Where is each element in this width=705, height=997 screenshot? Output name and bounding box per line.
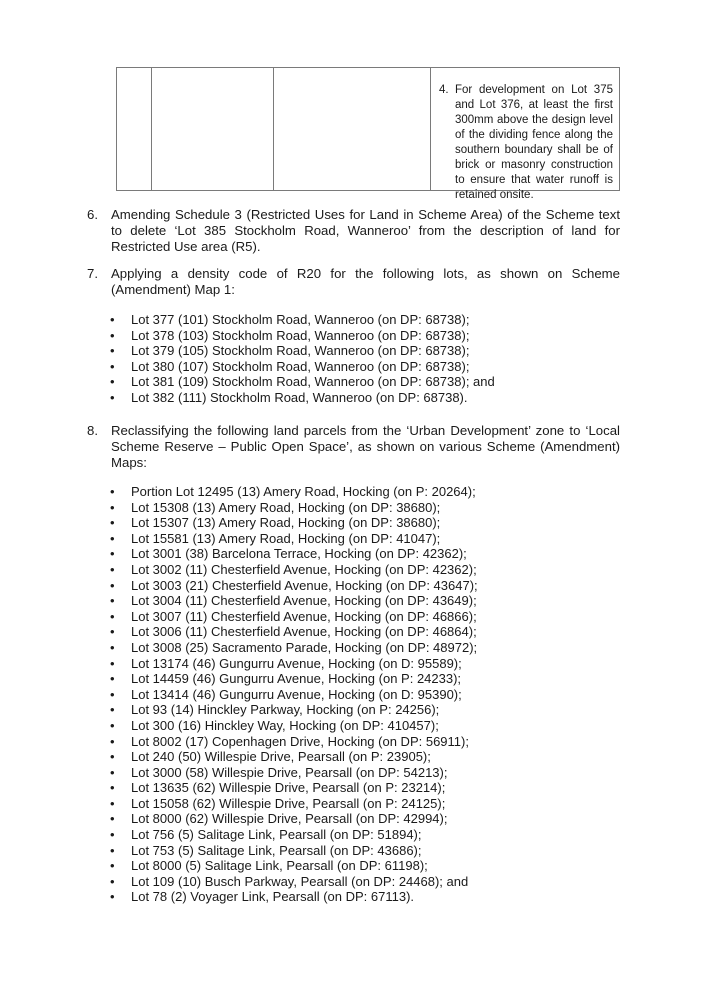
list-item: • Lot 382 (111) Stockholm Road, Wanneroo (on DP: 68738). [110,390,495,406]
list-item: • Lot 3001 (38) Barcelona Terrace, Hocking (on DP: 42362); [110,546,478,562]
table-list-item [431,68,619,203]
list-item: • Lot 3002 (11) Chesterfield Avenue, Hocking (on DP: 42362); [110,562,478,578]
list-item: • Lot 13414 (46) Gungurru Avenue, Hocking (on D: 95390); [110,687,478,703]
paragraph-8 [87,423,620,471]
list-item: • Lot 753 (5) Salitage Link, Pearsall (on DP: 43686); [110,843,478,859]
list-item: • Lot 15308 (13) Amery Road, Hocking (on DP: 38680); [110,500,478,516]
lot-list-reclassify [110,484,478,905]
list-item: • Lot 300 (16) Hinckley Way, Hocking (on DP: 410457); [110,718,478,734]
list-item: • Lot 8000 (62) Willespie Drive, Pearsall (on DP: 42994); [110,811,478,827]
list-item: • Lot 15307 (13) Amery Road, Hocking (on DP: 38680); [110,515,478,531]
list-item: • Lot 379 (105) Stockholm Road, Wanneroo (on DP: 68738); [110,343,495,359]
list-item: • Lot 13174 (46) Gungurru Avenue, Hocking (on D: 95589); [110,656,478,672]
list-item: • Lot 377 (101) Stockholm Road, Wanneroo (on DP: 68738); [110,312,495,328]
list-item: • Lot 3004 (11) Chesterfield Avenue, Hocking (on DP: 43649); [110,593,478,609]
paragraph-number: 8. [87,423,98,438]
paragraph-text: Applying a density code of R20 for the following lots, as shown on Scheme (Amendment) Map 1: [111,266,620,297]
table-cell [431,68,619,201]
list-item: • Lot 3008 (25) Sacramento Parade, Hocking (on DP: 48972); [110,640,478,656]
paragraph-7 [87,266,620,298]
list-item: • Lot 15581 (13) Amery Road, Hocking (on DP: 41047); [110,531,478,547]
list-item: • Lot 3000 (58) Willespie Drive, Pearsall (on DP: 54213); [110,765,478,781]
list-item: • Lot 756 (5) Salitage Link, Pearsall (on DP: 51894); [110,827,478,843]
list-item: • Lot 3007 (11) Chesterfield Avenue, Hocking (on DP: 46866); [110,609,478,625]
table-item-text: For development on Lot 375 and Lot 376, at least the first 300mm above the design level of the dividing fence along the southern boundary shall be of brick or masonry construction to ensure that water runoff is retained onsite. [455,84,613,201]
list-item: • Lot 381 (109) Stockholm Road, Wanneroo (on DP: 68738); and [110,374,495,390]
paragraph-text: Amending Schedule 3 (Restricted Uses for Land in Scheme Area) of the Scheme text to delete ‘Lot 385 Stockholm Road, Wanneroo’ from the description of land for Restricted Use area (R5). [111,207,620,254]
list-item: • Lot 380 (107) Stockholm Road, Wanneroo (on DP: 68738); [110,359,495,375]
list-item: • Lot 78 (2) Voyager Link, Pearsall (on DP: 67113). [110,889,478,905]
conditions-table [116,67,620,201]
table-cell [117,68,152,190]
list-item: • Lot 15058 (62) Willespie Drive, Pearsall (on P: 24125); [110,796,478,812]
list-item: • Lot 3003 (21) Chesterfield Avenue, Hocking (on DP: 43647); [110,578,478,594]
list-item: • Lot 13635 (62) Willespie Drive, Pearsall (on P: 23214); [110,780,478,796]
list-item: • Lot 8002 (17) Copenhagen Drive, Hocking (on DP: 56911); [110,734,478,750]
list-item: • Portion Lot 12495 (13) Amery Road, Hocking (on P: 20264); [110,484,478,500]
list-item: • Lot 8000 (5) Salitage Link, Pearsall (on DP: 61198); [110,858,478,874]
list-item: • Lot 109 (10) Busch Parkway, Pearsall (on DP: 24468); and [110,874,478,890]
table-cell [274,68,431,190]
table-item-number: 4. [439,84,449,96]
paragraph-text: Reclassifying the following land parcels from the ‘Urban Development’ zone to ‘Local Scheme Reserve – Public Open Space’, as shown on various Scheme (Amendment) Maps: [111,423,620,470]
list-item: • Lot 378 (103) Stockholm Road, Wanneroo (on DP: 68738); [110,328,495,344]
lot-list-density [110,312,495,406]
paragraph-6 [87,207,620,255]
paragraph-number: 7. [87,266,98,281]
list-item: • Lot 14459 (46) Gungurru Avenue, Hocking (on P: 24233); [110,671,478,687]
list-item: • Lot 240 (50) Willespie Drive, Pearsall (on P: 23905); [110,749,478,765]
list-item: • Lot 93 (14) Hinckley Parkway, Hocking (on P: 24256); [110,702,478,718]
paragraph-number: 6. [87,207,98,222]
list-item: • Lot 3006 (11) Chesterfield Avenue, Hocking (on DP: 46864); [110,624,478,640]
table-cell [152,68,274,190]
